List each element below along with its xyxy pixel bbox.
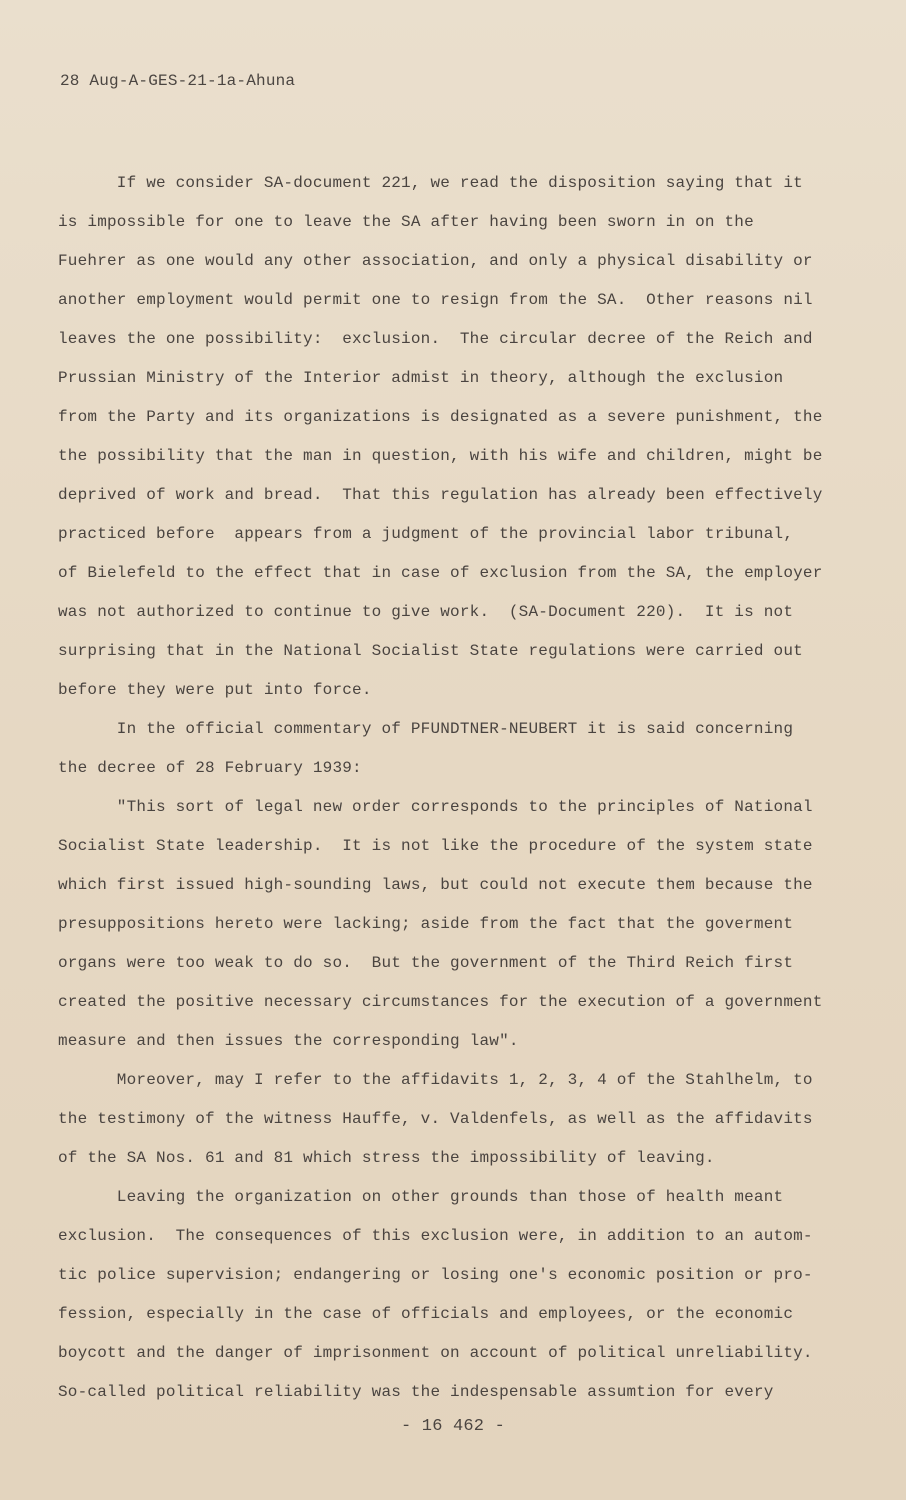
text-line: the testimony of the witness Hauffe, v. Valdenfels, as well as the affidavits xyxy=(58,1110,813,1128)
document-body xyxy=(58,164,828,1412)
text-line: the possibility that the man in question, with his wife and children, might be xyxy=(58,447,823,465)
text-line: leaves the one possibility: exclusion. The circular decree of the Reich and xyxy=(58,330,813,348)
text-line: practiced before appears from a judgment of the provincial labor tribunal, xyxy=(58,525,794,543)
text-line: which first issued high-sounding laws, but could not execute them because the xyxy=(58,876,813,894)
text-line: of Bielefeld to the effect that in case of exclusion from the SA, the employer xyxy=(58,564,823,582)
text-line: fession, especially in the case of officials and employees, or the economic xyxy=(58,1305,794,1323)
text-line: another employment would permit one to resign from the SA. Other reasons nil xyxy=(58,291,813,309)
text-line: So-called political reliability was the indespensable assumtion for every xyxy=(58,1383,774,1401)
text-line: tic police supervision; endangering or losing one's economic position or pro- xyxy=(58,1266,813,1284)
text-line: from the Party and its organizations is designated as a severe punishment, the xyxy=(58,408,823,426)
text-line: Prussian Ministry of the Interior admist in theory, although the exclusion xyxy=(58,369,784,387)
text-line: organs were too weak to do so. But the government of the Third Reich first xyxy=(58,954,794,972)
text-line: surprising that in the National Socialist State regulations were carried out xyxy=(58,642,803,660)
text-line: measure and then issues the corresponding law". xyxy=(58,1032,519,1050)
document-header: 28 Aug-A-GES-21-1a-Ahuna xyxy=(60,72,296,90)
text-line: before they were put into force. xyxy=(58,681,372,699)
text-line: "This sort of legal new order corresponds to the principles of National xyxy=(58,798,813,816)
text-line: created the positive necessary circumstances for the execution of a government xyxy=(58,993,823,1011)
text-line: boycott and the danger of imprisonment on account of political unreliability. xyxy=(58,1344,813,1362)
text-line: the decree of 28 February 1939: xyxy=(58,759,362,777)
page-number: - 16 462 - xyxy=(400,1417,506,1436)
text-line: exclusion. The consequences of this exclusion were, in addition to an autom- xyxy=(58,1227,813,1245)
text-line: was not authorized to continue to give work. (SA-Document 220). It is not xyxy=(58,603,794,621)
text-line: Leaving the organization on other grounds than those of health meant xyxy=(58,1188,784,1206)
text-line: is impossible for one to leave the SA after having been sworn in on the xyxy=(58,213,754,231)
text-line: of the SA Nos. 61 and 81 which stress the impossibility of leaving. xyxy=(58,1149,715,1167)
text-line: presuppositions hereto were lacking; aside from the fact that the goverment xyxy=(58,915,794,933)
text-line: Fuehrer as one would any other association, and only a physical disability or xyxy=(58,252,813,270)
text-line: If we consider SA-document 221, we read the disposition saying that it xyxy=(58,174,803,192)
text-line: deprived of work and bread. That this regulation has already been effectively xyxy=(58,486,823,504)
text-line: Socialist State leadership. It is not like the procedure of the system state xyxy=(58,837,813,855)
text-line: Moreover, may I refer to the affidavits 1, 2, 3, 4 of the Stahlhelm, to xyxy=(58,1071,813,1089)
text-line: In the official commentary of PFUNDTNER-NEUBERT it is said concerning xyxy=(58,720,794,738)
